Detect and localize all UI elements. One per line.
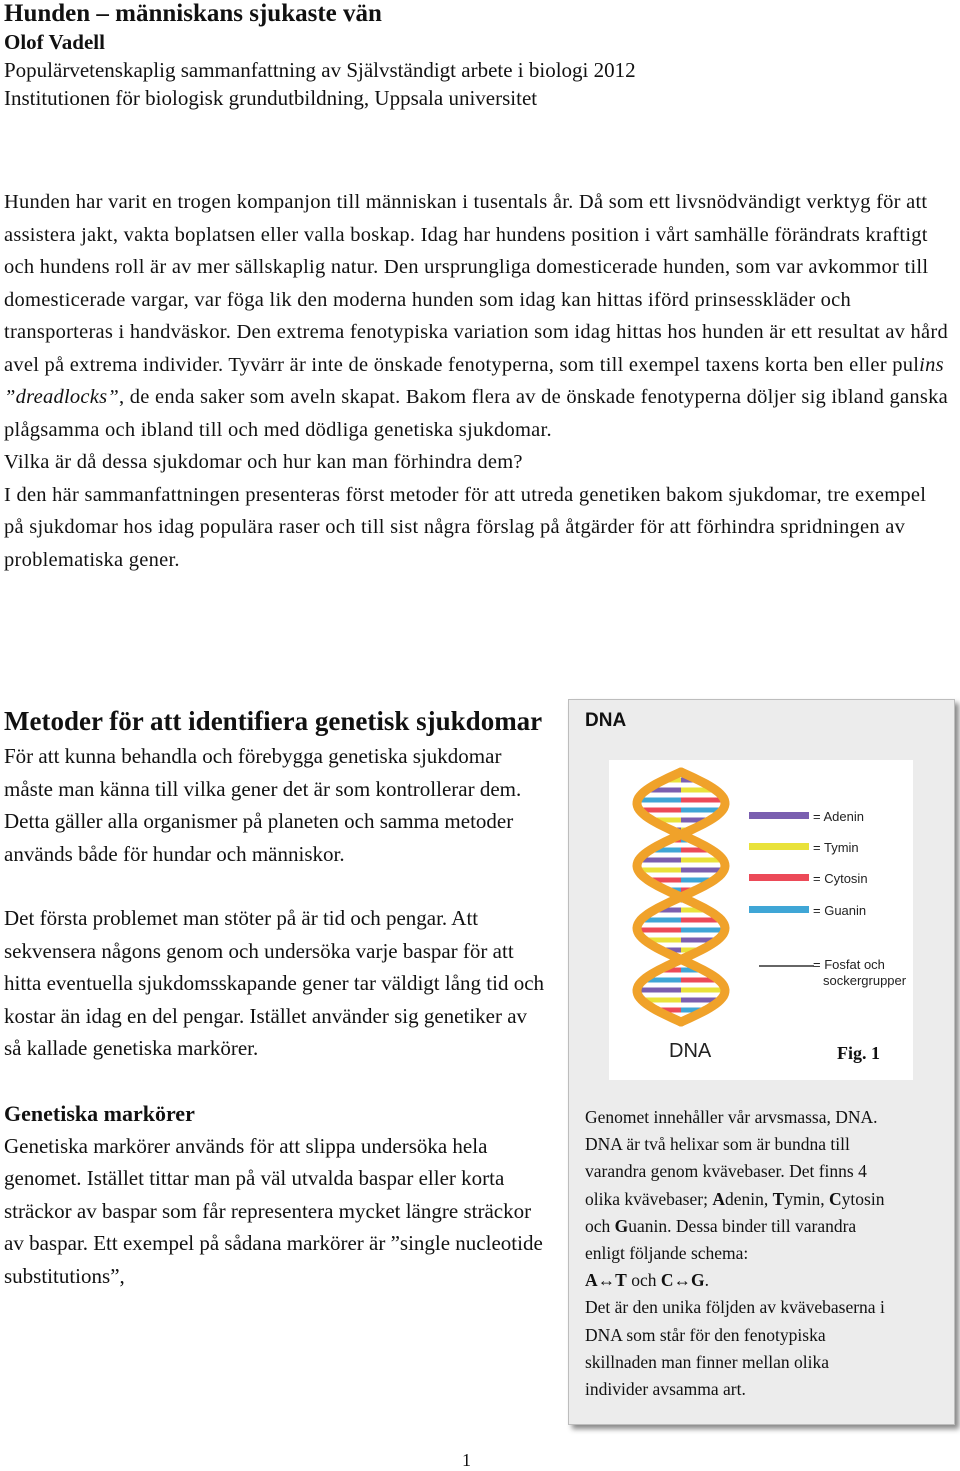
caption-line-8: Det är den unika följden av kvävebaserna i	[585, 1297, 885, 1318]
legend-cytosin: = Cytosin	[813, 871, 868, 886]
caption-text: uanin. Dessa binder till varandra	[628, 1215, 857, 1236]
author-name: Olof Vadell	[4, 30, 105, 54]
intro-section	[4, 186, 949, 576]
figure-number: Fig. 1	[837, 1043, 880, 1063]
caption-line-1: Genomet innehåller vår arvsmassa, DNA.	[585, 1107, 878, 1127]
document-subtitle: Populärvetenskaplig sammanfattning av Självständigt arbete i biologi 2012	[4, 58, 636, 82]
caption-line-7	[585, 1267, 945, 1294]
document-header	[4, 0, 944, 112]
caption-line-9: DNA som står för den fenotypiska	[585, 1324, 826, 1345]
legend-swatch-guanin	[749, 906, 809, 913]
caption-line-3: varandra genom kvävebaser. Det finns 4	[585, 1161, 867, 1182]
caption-line-2: DNA är två helixar som är bundna till	[585, 1134, 850, 1155]
intro-text-a: Hunden har varit en trogen kompanjon till människan i tusentals år. Då som ett livsnödvändigt verktyg för att assistera jakt, vakta boplatsen eller valla boskap. Idag har hundens position i vårt samhälle förändrats kraftigt och hundens roll är av mer sällskaplig natur. Den ursprungliga domesticerade hunden, som var avkommor till domesticerade vargar, var föga lik den moderna hunden som idag kan hittas iförd prinsesskläder och transporteras i handväskor. Den extrema fenotypiska variation som idag hittas hos hunden är ett resultat av hård avel på extrema individer. Tyvärr är inte de önskade fenotyperna, som till exempel taxens korta ben eller pul	[4, 191, 948, 376]
caption-line-11: individer avsamma art.	[585, 1379, 746, 1400]
base-pair-at: A↔T	[585, 1270, 627, 1291]
methods-paragraph-1: För att kunna behandla och förebygga genetiska sjukdomar måste man känna till vilka gener det är som kontrollerar dem. Detta gäller alla organismer på planeten och samma metoder används både för hundar och människor.	[4, 744, 522, 866]
caption-text: .	[704, 1270, 709, 1291]
legend-swatch-adenin	[749, 812, 809, 819]
legend-adenin: = Adenin	[813, 809, 864, 824]
methods-paragraph-2: Det första problemet man stöter på är tid och pengar. Att sekvensera någons genom och undersöka varje baspar för att hitta eventuella sjukdomsskapande gener tar väldigt lång tid och kostar än idag en del pengar. Istället använder sig genetiker av så kallade genetiska markörer.	[4, 906, 545, 1060]
dna-diagram	[609, 760, 913, 1080]
caption-line-10: skillnaden man finner mellan olika	[585, 1351, 829, 1372]
intro-question: Vilka är då dessa sjukdomar och hur kan man förhindra dem?	[4, 451, 523, 473]
legend-swatch-tymin	[749, 843, 809, 850]
caption-letter-c: C	[829, 1188, 842, 1209]
caption-letter-a: A	[712, 1188, 725, 1209]
caption-line-4	[585, 1186, 945, 1213]
methods-column	[4, 702, 549, 1292]
legend-swatch-cytosin	[749, 874, 809, 881]
legend-fosfat-line1: = Fosfat och	[813, 957, 885, 972]
intro-text-b: , de enda saker som aveln skapat. Bakom flera av de önskade fenotyperna döljer sig ibland ganska plågsamma och ibland till och med dödliga genetiska sjukdomar.	[4, 386, 948, 441]
page-number: 1	[462, 1450, 471, 1470]
dna-figure-box	[568, 699, 955, 1425]
methods-heading: Metoder för att identifiera genetisk sjukdomar	[4, 706, 543, 736]
intro-overview: I den här sammanfattningen presenteras först metoder för att utreda genetiken bakom sjukdomar, tre exempel på sjukdomar hos idag populära raser och till sist några förslag på åtgärder för att förhindra spridningen av problematiska gener.	[4, 483, 927, 571]
institution-line: Institutionen för biologisk grundutbildning, Uppsala universitet	[4, 86, 538, 110]
caption-line-6: enligt följande schema:	[585, 1243, 749, 1264]
dna-helix-illustration	[609, 760, 913, 1080]
legend-fosfat-line2: sockergrupper	[823, 973, 907, 988]
intro-paragraph	[4, 186, 949, 446]
caption-text: ymin,	[784, 1188, 830, 1209]
intro-text-italic: ins ”dreadlocks”	[4, 353, 944, 408]
document-title: Hunden – människans sjukaste vän	[4, 0, 382, 27]
caption-letter-t: T	[772, 1188, 785, 1209]
markers-heading: Genetiska markörer	[4, 1100, 195, 1126]
caption-text: denin,	[724, 1188, 773, 1209]
caption-text: ytosin	[841, 1188, 885, 1209]
figure-title: DNA	[585, 710, 627, 731]
legend-guanin: = Guanin	[813, 903, 867, 918]
caption-text: olika kvävebaser;	[585, 1188, 713, 1209]
caption-letter-g: G	[614, 1215, 629, 1236]
caption-text: och	[626, 1270, 661, 1291]
markers-paragraph: Genetiska markörer används för att slippa undersöka hela genomet. Istället tittar man på väl utvalda baspar eller korta sträckor av baspar som får representera mycket längre sträckor av baspar. Ett exempel på sådana markörer är ”single nucleotide substitutions”,	[4, 1133, 543, 1288]
caption-text: och	[585, 1215, 615, 1236]
caption-line-5	[585, 1213, 945, 1240]
dna-label: DNA	[669, 1040, 712, 1062]
figure-caption	[585, 1104, 945, 1403]
base-pair-cg: C↔G	[660, 1270, 705, 1291]
legend-tymin: = Tymin	[813, 840, 859, 855]
